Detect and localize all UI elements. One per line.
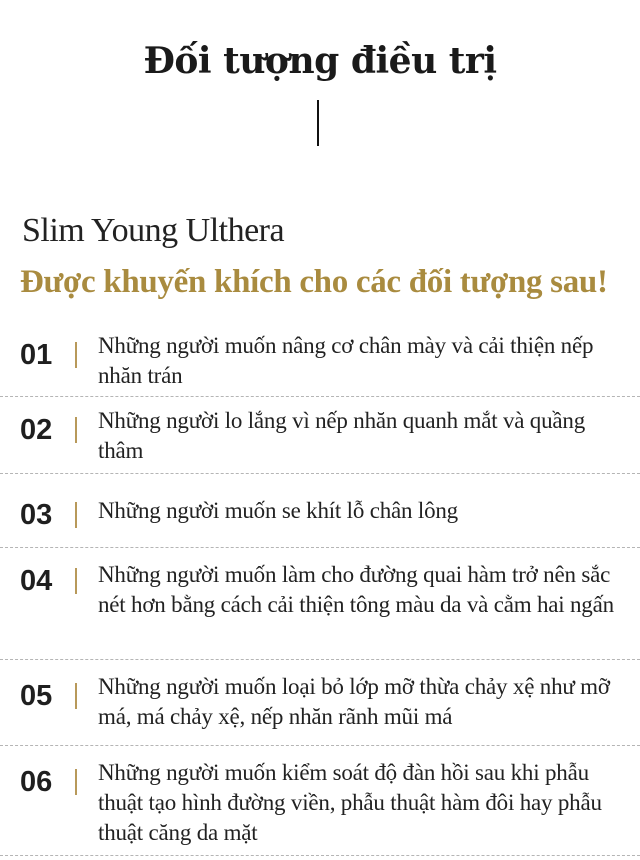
item-separator [75, 683, 77, 709]
page-title: Đối tượng điều trị [143, 40, 497, 83]
item-separator [75, 342, 77, 368]
list-item [0, 660, 640, 746]
list-item [0, 397, 640, 474]
recommendation-headline: Được khuyến khích cho các đối tượng sau! [20, 264, 608, 300]
vertical-divider-line [317, 100, 319, 146]
target-list [0, 322, 640, 856]
brand-name: Slim Young Ulthera [22, 212, 285, 249]
item-number: 05 [20, 680, 53, 712]
item-number: 04 [20, 565, 53, 597]
item-separator [75, 417, 77, 443]
item-separator [75, 568, 77, 594]
item-number: 03 [20, 499, 53, 531]
item-number: 02 [20, 414, 53, 446]
item-number: 01 [20, 339, 53, 371]
list-item [0, 474, 640, 548]
list-item [0, 322, 640, 397]
item-text: Những người muốn kiểm soát độ đàn hồi sau khi phẫu thuật tạo hình đường viền, phẫu thuật hàm đôi hay phẫu thuật căng da mặt [98, 760, 602, 845]
item-text: Những người muốn làm cho đường quai hàm trở nên sắc nét hơn bằng cách cải thiện tông màu da và cằm hai ngấn [98, 562, 614, 617]
item-text: Những người lo lắng vì nếp nhăn quanh mắt và quầng thâm [98, 408, 586, 463]
item-text: Những người muốn loại bỏ lớp mỡ thừa chảy xệ như mỡ má, má chảy xệ, nếp nhăn rãnh mũi má [98, 674, 610, 729]
item-text: Những người muốn se khít lỗ chân lông [98, 498, 458, 523]
list-item [0, 746, 640, 856]
list-item [0, 548, 640, 660]
item-separator [75, 502, 77, 528]
item-separator [75, 769, 77, 795]
item-number: 06 [20, 766, 53, 798]
item-text: Những người muốn nâng cơ chân mày và cải thiện nếp nhăn trán [98, 333, 594, 388]
